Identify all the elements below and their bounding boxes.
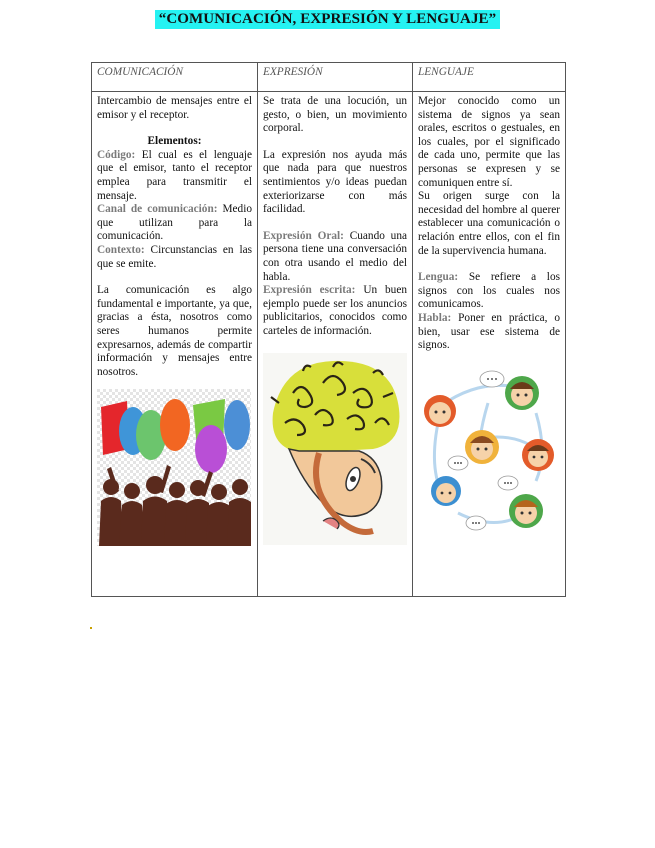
header-comunicacion: COMUNICACIÓN: [92, 63, 258, 92]
header-lenguaje: LENGUAJE: [413, 63, 566, 92]
crowd-speech-bubbles-illustration: [97, 389, 251, 546]
header-expresion: EXPRESIÓN: [258, 63, 413, 92]
expresion-intro: Se trata de una locución, un gesto, o bien, un movimiento corporal.: [263, 95, 407, 135]
habla-term: Habla:: [418, 311, 452, 324]
face-5: [431, 476, 461, 506]
cell-lenguaje: [413, 92, 566, 597]
contexto-definition: [97, 244, 252, 271]
page-title: “COMUNICACIÓN, EXPRESIÓN Y LENGUAJE”: [155, 10, 501, 29]
face-2: [505, 376, 539, 410]
canal-definition: [97, 203, 252, 244]
face-1: [424, 395, 456, 427]
escrita-term: Expresión escrita:: [263, 284, 356, 297]
escrita-definition: [263, 284, 407, 338]
cell-comunicacion: [92, 92, 258, 597]
face-3: [465, 430, 499, 464]
codigo-text: El cual es el lenguaje que el emisor, tanto el receptor emplea para transmitir el mensaje.: [97, 148, 252, 202]
face-4: [522, 439, 554, 471]
comunicacion-closing: La comunicación es algo fundamental e importante, ya que, gracias a ésta, nosotros como seres humanos permite expresarnos, además de compartir información y mensajes entre nosotros.: [97, 284, 252, 378]
comunicacion-intro: Intercambio de mensajes entre el emisor y el receptor.: [97, 95, 252, 121]
network-of-talking-faces-illustration: [418, 363, 560, 539]
contexto-term: Contexto:: [97, 243, 145, 256]
lengua-term: Lengua:: [418, 271, 459, 284]
concept-table: [91, 62, 566, 597]
header-row: [92, 63, 566, 92]
codigo-term: Código:: [97, 148, 136, 161]
lenguaje-intro: Mejor conocido como un sistema de signos ya sean orales, escritos o gestuales, en los cuales, por el significado de cada uno, permite que las personas se expresen y se comuniquen entre sí.: [418, 95, 560, 189]
oral-text: Cuando una persona tiene una conversación con otra usando el medio del habla.: [263, 229, 407, 283]
canal-term: Canal de comunicación:: [97, 203, 218, 216]
codigo-definition: [97, 149, 252, 203]
stray-mark: [90, 627, 92, 629]
elements-heading: Elementos:: [147, 135, 202, 148]
lengua-text: Se refiere a los signos con los cuales nos comunicamos.: [418, 271, 560, 311]
lengua-definition: [418, 271, 560, 312]
cell-expresion: [258, 92, 413, 597]
oral-term: Expresión Oral:: [263, 229, 344, 242]
habla-text: Poner en práctica, o bien, usar ese sistema de signos.: [418, 311, 560, 352]
head-with-swirling-thoughts-illustration: [263, 353, 407, 545]
canal-text: Medio que utilizan para la comunicación.: [97, 203, 252, 243]
contexto-text: Circunstancias en las que se emite.: [97, 243, 252, 270]
expresion-help: La expresión nos ayuda más que nada para que nuestros sentimientos y/o ideas puedan exteriorizarse con más facilidad.: [263, 148, 407, 216]
face-6: [509, 494, 543, 528]
title-container: [0, 10, 655, 29]
content-row: [92, 92, 566, 597]
oral-definition: [263, 230, 407, 284]
lenguaje-origin: Su origen surge con la necesidad del hombre al querer establecer una comunicación o relación entre ellos, con el fin de la supervivencia humana.: [418, 190, 560, 257]
escrita-text: Un buen ejemplo puede ser los anuncios publicitarios, conocidos como carteles de información.: [263, 284, 407, 337]
habla-definition: [418, 312, 560, 353]
